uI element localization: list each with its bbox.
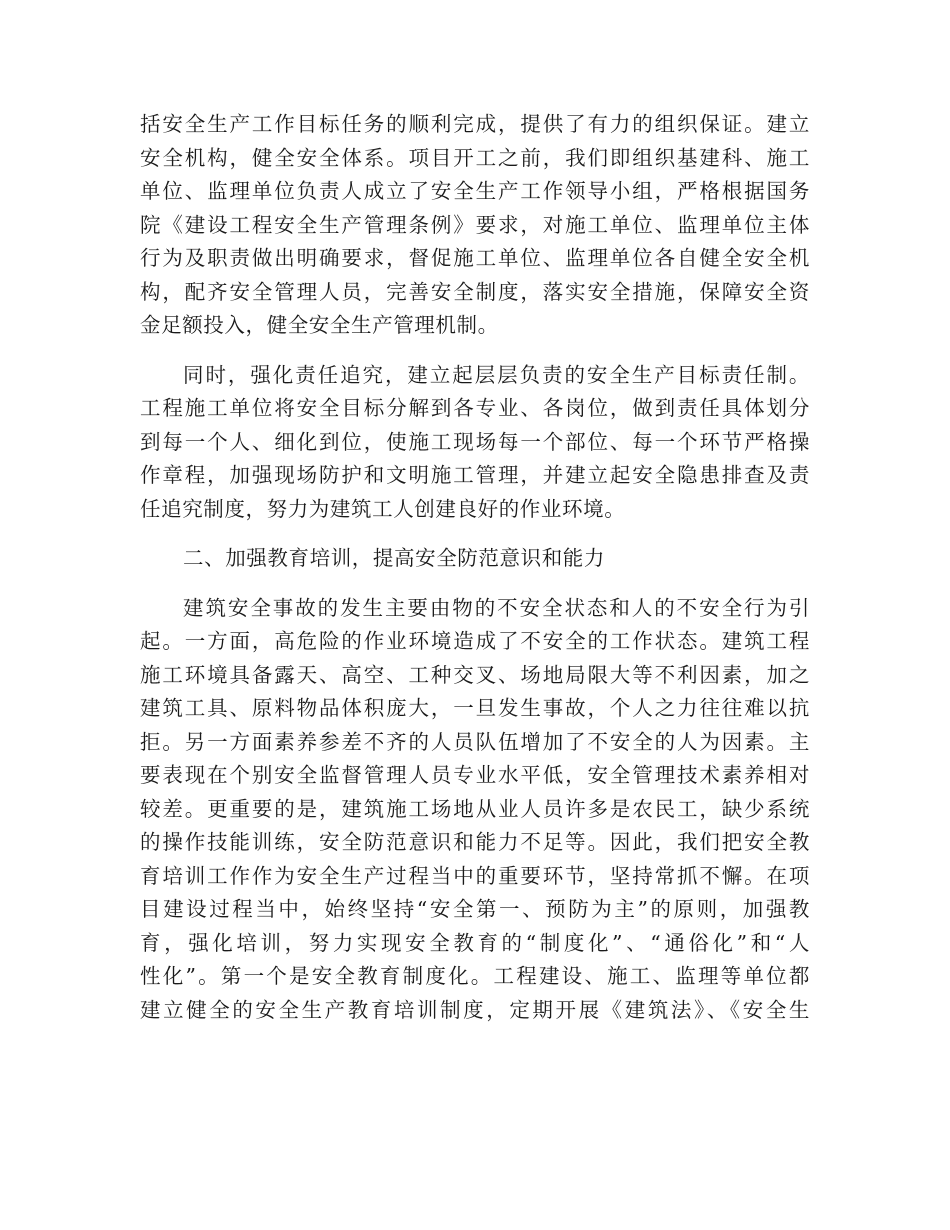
text-line: 工程施工单位将安全目标分解到各专业、各岗位，做到责任具体划分 [140,396,810,420]
section-heading [140,542,810,576]
text-line: 目建设过程当中，始终坚持“安全第一、预防为主”的原则，加强教 [140,897,810,921]
text-line: 建立健全的安全生产教育培训制度，定期开展《建筑法》、《安全生 [140,997,810,1022]
heading-text: 二、加强教育培训，提高安全防范意识和能力 [183,546,605,570]
text-line: 到每一个人、细化到位，使施工现场每一个部位、每一个环节严格操 [140,429,810,454]
text-line: 较差。更重要的是，建筑施工场地从业人员许多是农民工，缺少系统 [140,796,810,821]
text-line: 育，强化培训，努力实现安全教育的“制度化”、“通俗化”和“人 [140,930,810,955]
text-line: 建筑安全事故的发生主要由物的不安全状态和人的不安全行为引 [183,595,810,620]
paragraph-3 [140,592,810,1028]
text-line: 性化”。第一个是安全教育制度化。工程建设、施工、监理等单位都 [140,964,810,988]
text-line: 构，配齐安全管理人员，完善安全制度，落实安全措施，保障安全资 [140,279,810,304]
text-line: 拒。另一方面素养参差不齐的人员队伍增加了不安全的人为因素。主 [140,729,810,754]
text-line: 建筑工具、原料物品体积庞大，一旦发生事故，个人之力往往难以抗 [140,696,810,720]
text-line: 行为及职责做出明确要求，督促施工单位、监理单位各自健全安全机 [140,246,810,270]
text-line: 括安全生产工作目标任务的顺利完成，提供了有力的组织保证。建立 [140,112,810,136]
text-line: 单位、监理单位负责人成立了安全生产工作领导小组，严格根据国务 [140,179,810,203]
paragraph-spacer [140,526,810,542]
text-line: 金足额投入，健全安全生产管理机制。 [140,313,499,337]
text-line: 同时，强化责任追究，建立起层层负责的安全生产目标责任制。 [183,362,810,387]
paragraph-1 [140,108,810,343]
text-line: 施工环境具备露天、高空、工种交叉、场地局限大等不利因素，加之 [140,662,810,687]
text-line: 要表现在个别安全监督管理人员专业水平低，安全管理技术素养相对 [140,763,810,787]
text-line: 安全机构，健全安全体系。项目开工之前，我们即组织基建科、施工 [140,145,810,170]
document-body [140,108,810,1027]
text-line: 作章程，加强现场防护和文明施工管理，并建立起安全隐患排查及责 [140,463,810,487]
paragraph-spacer [140,576,810,592]
text-line: 的操作技能训练，安全防范意识和能力不足等。因此，我们把安全教 [140,830,810,854]
text-line: 育培训工作作为安全生产过程当中的重要环节，坚持常抓不懈。在项 [140,863,810,888]
paragraph-2 [140,359,810,527]
text-line: 任追究制度，努力为建筑工人创建良好的作业环境。 [140,496,626,521]
text-line: 院《建设工程安全生产管理条例》要求，对施工单位、监理单位主体 [140,212,810,237]
text-line: 起。一方面，高危险的作业环境造成了不安全的工作状态。建筑工程 [140,629,810,653]
paragraph-spacer [140,343,810,359]
